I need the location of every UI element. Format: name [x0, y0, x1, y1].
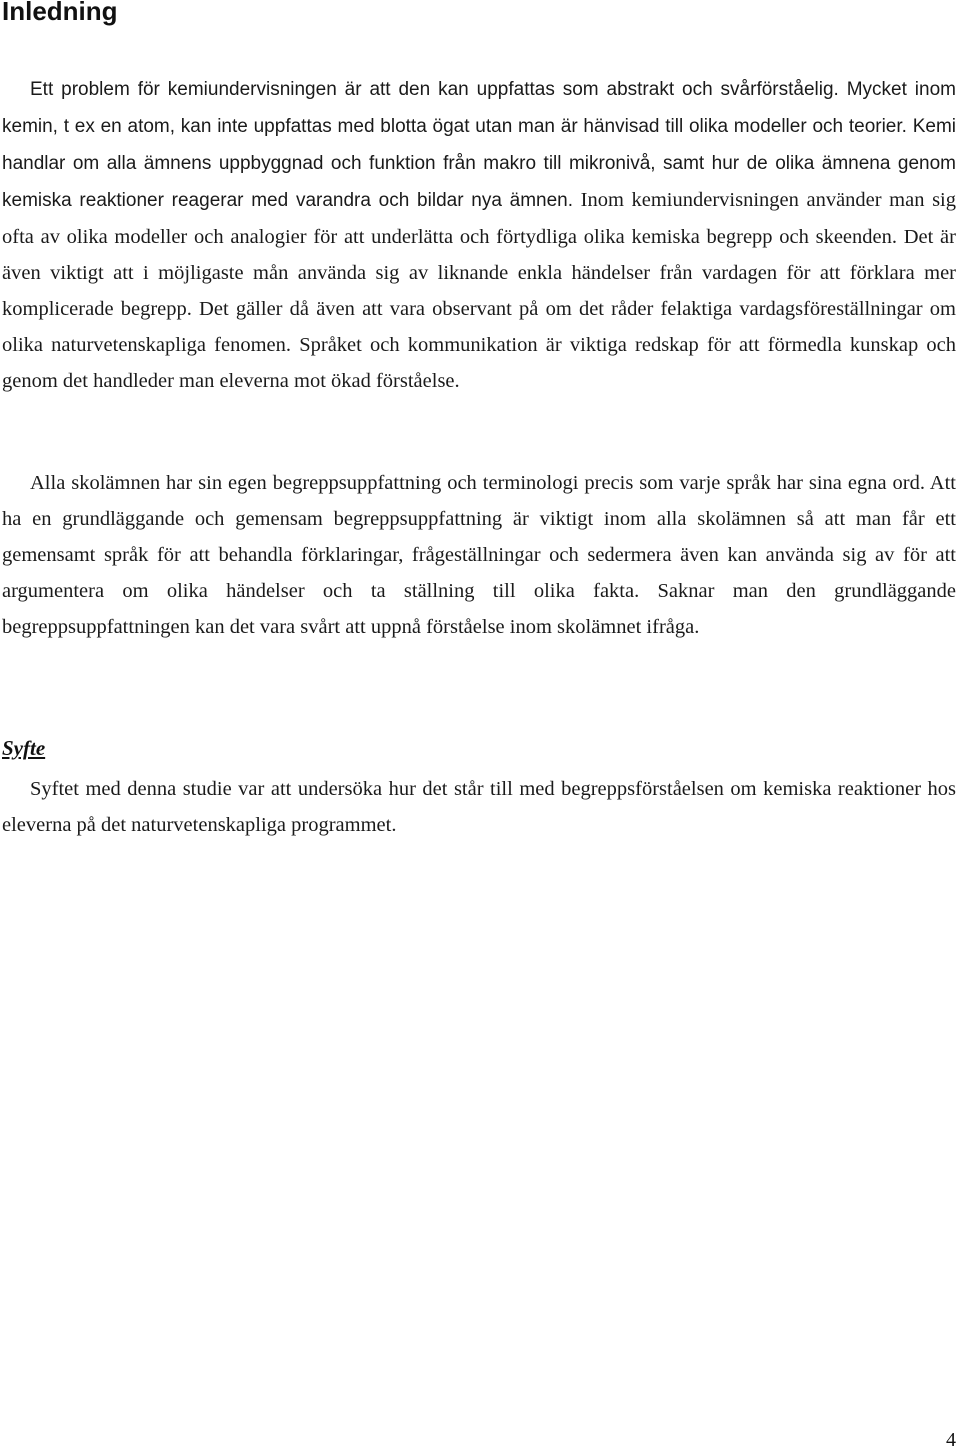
paragraph-1-serif-text: Inom kemiundervisningen använder man sig ofta av olika modeller och analogier för att underlätta och förtydliga olika kemiska begrepp och skeenden. Det är även viktigt att i möjligaste mån använda sig av liknande enkla händelser från vardagen för att förklara mer komplicerade begrepp. Det gäller då även att vara observant på om det råder felaktiga vardagsföreställningar om olika naturvetenskapliga fenomen. Språket och kommunikation är viktiga redskap för att förmedla kunskap och genom det handleder man eleverna mot ökad förståelse. — [2, 189, 956, 392]
section-heading-syfte: Syfte — [2, 736, 46, 760]
page-number: 4 — [946, 1429, 956, 1451]
purpose-paragraph: Syftet med denna studie var att undersöka hur det står till med begreppsförståelsen om kemiska reaktioner hos eleverna på det naturvetenskapliga programmet. — [2, 778, 956, 836]
intro-paragraph-2: Alla skolämnen har sin egen begreppsuppfattning och terminologi precis som varje språk har sina egna ord. Att ha en grundläggande och gemensam begreppsuppfattning är viktigt inom alla skolämnen så att man får ett gemensamt språk för att behandla förklaringar, frågeställningar och sedermera även kan använda sig av för att argumentera om olika händelser och ta ställning till olika fakta. Saknar man den grundläggande begreppsuppfattningen kan det vara svårt att uppnå förståelse inom skolämnet ifråga. — [2, 472, 956, 638]
intro-paragraph-1 — [2, 71, 956, 399]
section-heading-inledning: Inledning — [2, 0, 118, 26]
paragraph-1-sans-text: Ett problem för kemiundervisningen är att den kan uppfattas som abstrakt och svårförståelig. Mycket inom kemin, t ex en atom, kan inte uppfattas med blotta ögat utan man är hänvisad till olika modeller och teorier. Kemi handlar om alla ämnens uppbyggnad och funktion från makro till mikronivå, samt hur de olika ämnena genom kemiska reaktioner reagerar med varandra och bildar nya ämnen. — [2, 79, 956, 211]
